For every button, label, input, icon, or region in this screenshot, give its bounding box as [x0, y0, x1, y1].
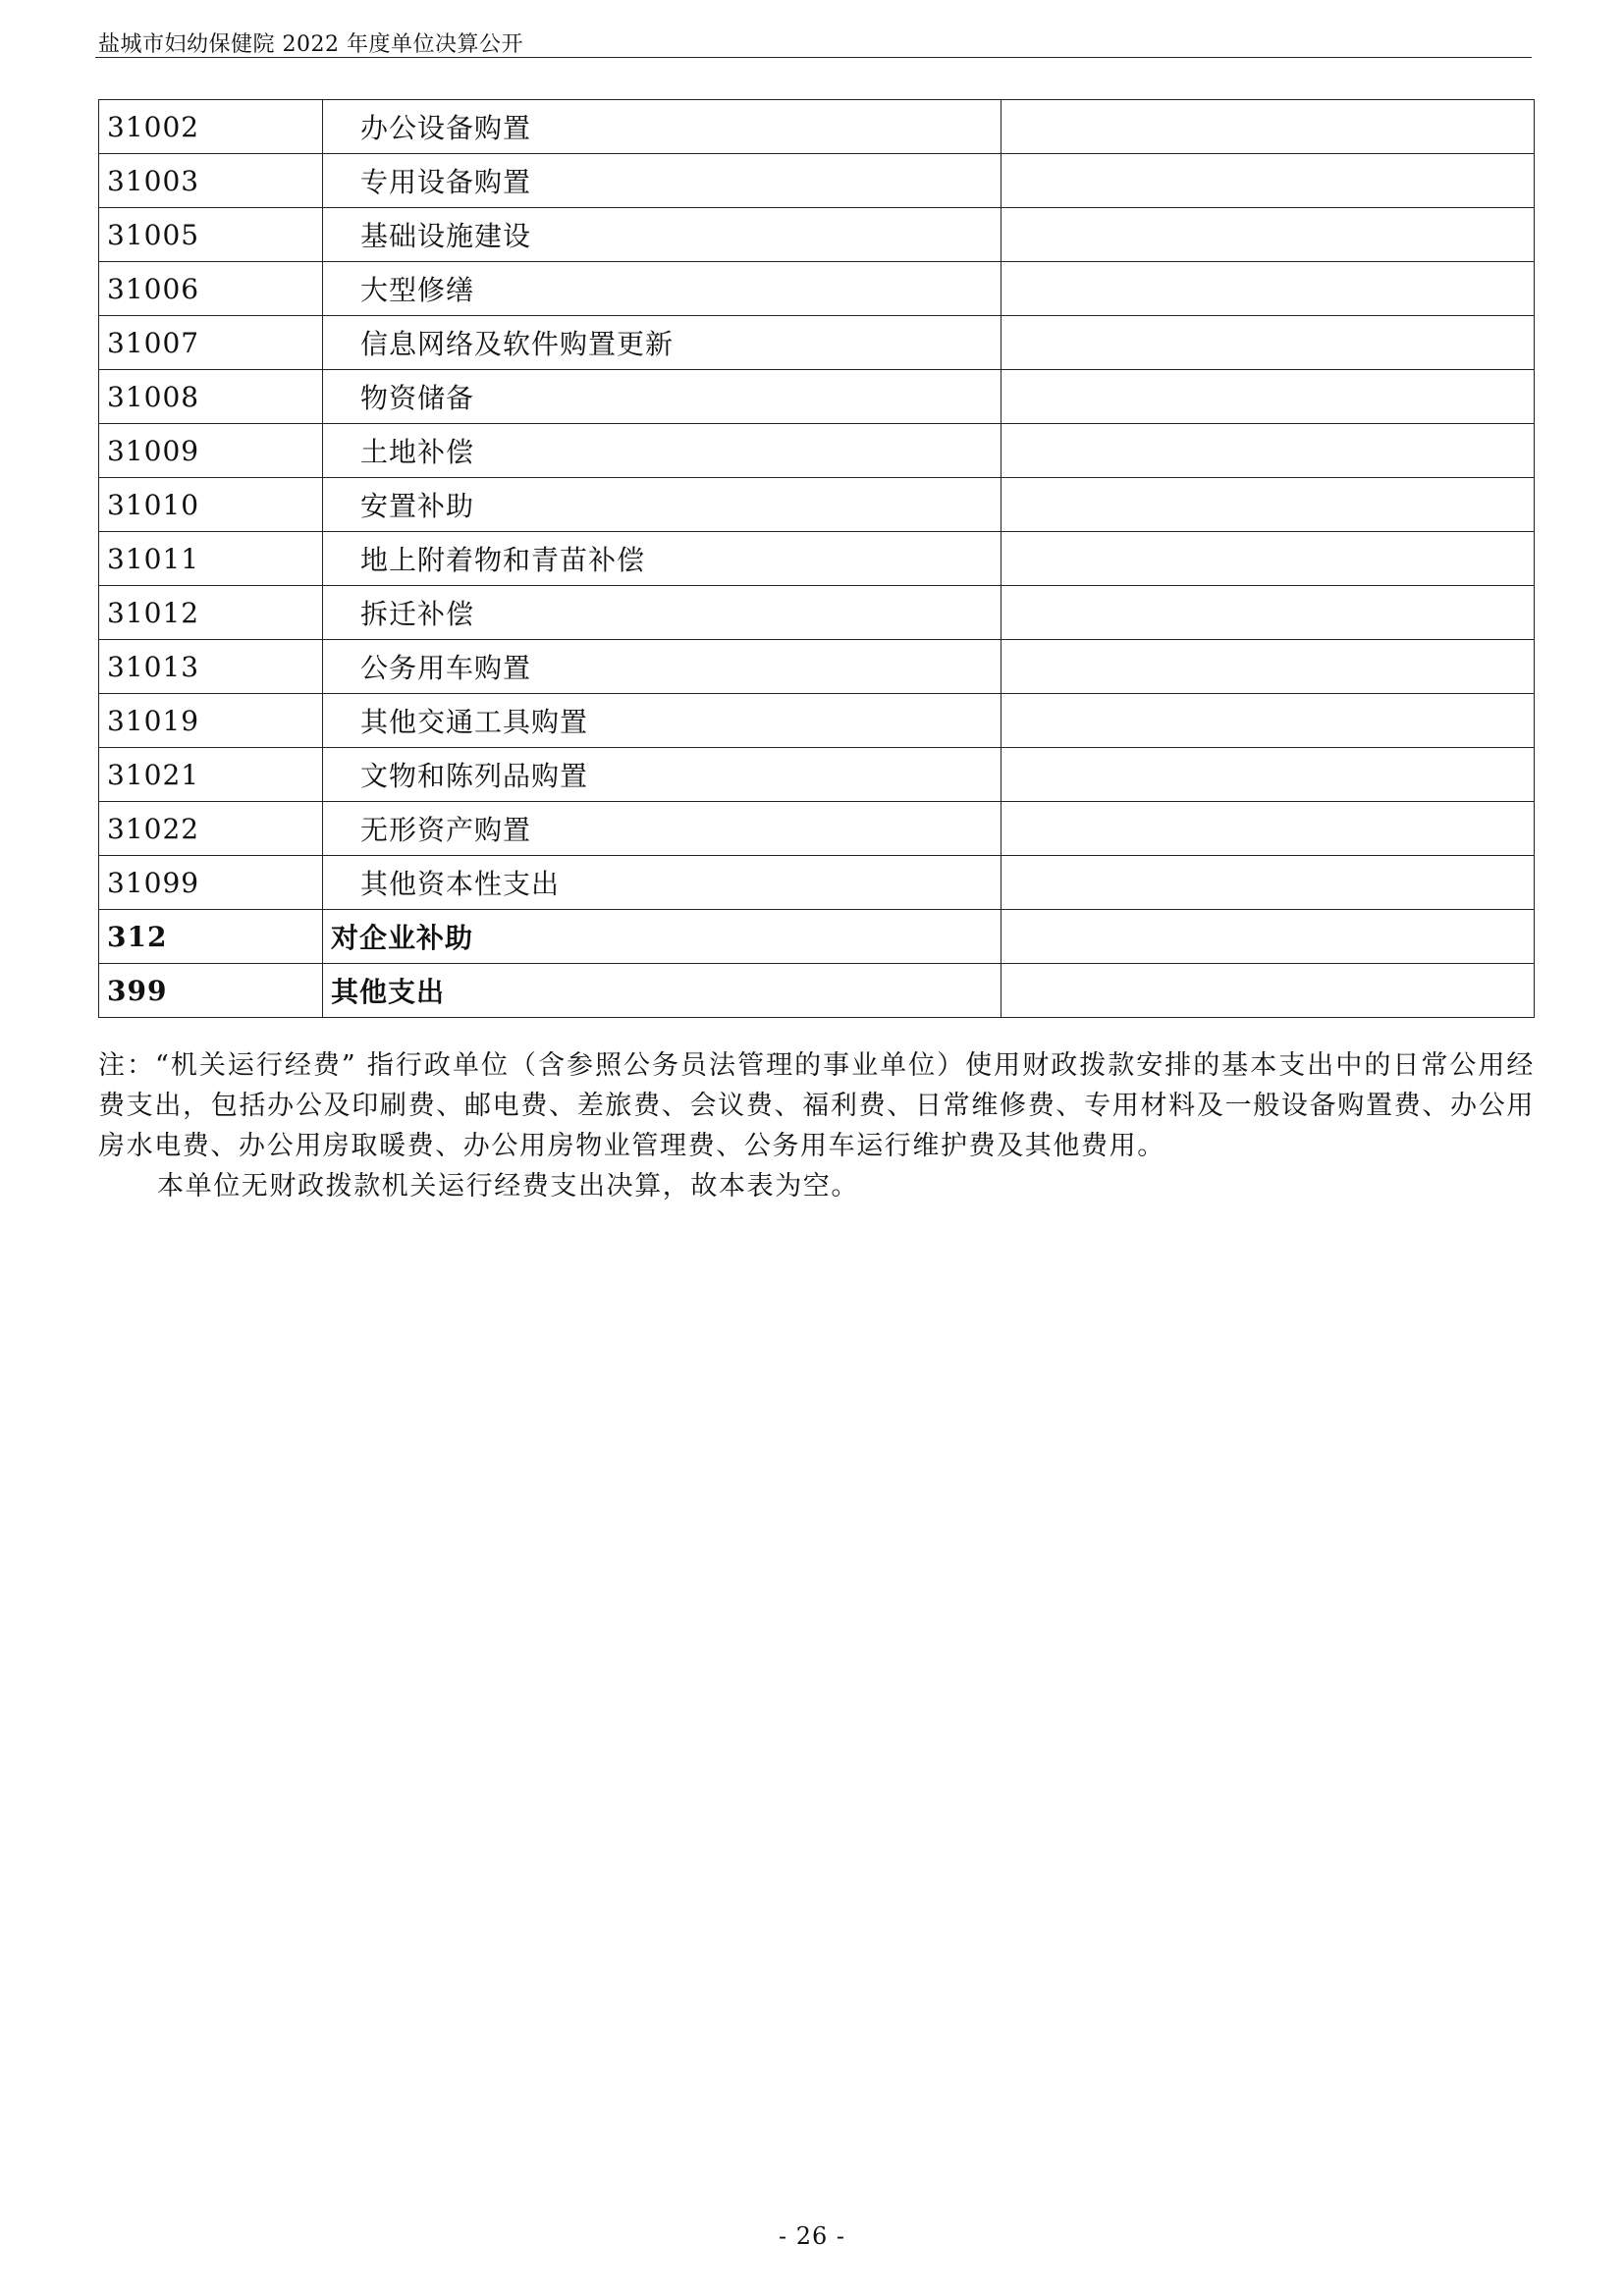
economic-code-cell: 31022 — [99, 802, 323, 856]
item-name-text: 其他交通工具购置 — [360, 706, 589, 738]
note-definition: 注：“机关运行经费” 指行政单位（含参照公务员法管理的事业单位）使用财政拨款安排的基本支出中的日常公用经费支出，包括办公及印刷费、邮电费、差旅费、会议费、福利费、日常维修费、专用材料及一般设备购置费、办公用房水电费、办公用房取暖费、办公用房物业管理费、公务用车运行维护费及其他费用。 — [98, 1050, 1535, 1161]
table-row — [99, 262, 1535, 316]
item-name-text: 其他资本性支出 — [360, 868, 561, 900]
item-name-text: 安置补助 — [360, 490, 475, 522]
amount-cell — [1001, 586, 1535, 640]
economic-code-cell: 31019 — [99, 694, 323, 748]
item-name-cell — [323, 910, 1001, 964]
note-section — [98, 1045, 1535, 1206]
item-name-cell — [323, 316, 1001, 370]
amount-cell — [1001, 856, 1535, 910]
item-name-text: 基础设施建设 — [360, 220, 532, 252]
item-name-cell — [323, 640, 1001, 694]
economic-code-cell: 31011 — [99, 532, 323, 586]
economic-code-cell: 31010 — [99, 478, 323, 532]
amount-cell — [1001, 910, 1535, 964]
item-name-text: 土地补偿 — [360, 436, 475, 468]
table-row — [99, 100, 1535, 154]
item-name-cell — [323, 100, 1001, 154]
amount-cell — [1001, 478, 1535, 532]
economic-code-cell: 31021 — [99, 748, 323, 802]
item-name-text: 对企业补助 — [331, 922, 474, 954]
item-name-cell — [323, 586, 1001, 640]
economic-code-cell: 31013 — [99, 640, 323, 694]
economic-code-cell: 312 — [99, 910, 323, 964]
table-row — [99, 424, 1535, 478]
table-row — [99, 910, 1535, 964]
table-row — [99, 586, 1535, 640]
amount-cell — [1001, 208, 1535, 262]
note-empty-statement: 本单位无财政拨款机关运行经费支出决算，故本表为空。 — [157, 1171, 859, 1201]
amount-cell — [1001, 154, 1535, 208]
item-name-text: 拆迁补偿 — [360, 598, 475, 630]
item-name-text: 无形资产购置 — [360, 814, 532, 846]
economic-code-cell: 399 — [99, 964, 323, 1018]
item-name-text: 地上附着物和青苗补偿 — [360, 544, 646, 576]
item-name-cell — [323, 802, 1001, 856]
table-row — [99, 694, 1535, 748]
item-name-cell — [323, 748, 1001, 802]
amount-cell — [1001, 964, 1535, 1018]
amount-cell — [1001, 370, 1535, 424]
economic-code-cell: 31008 — [99, 370, 323, 424]
item-name-text: 信息网络及软件购置更新 — [360, 328, 675, 360]
amount-cell — [1001, 532, 1535, 586]
item-name-text: 其他支出 — [331, 976, 446, 1008]
item-name-cell — [323, 856, 1001, 910]
economic-code-cell: 31012 — [99, 586, 323, 640]
item-name-text: 物资储备 — [360, 382, 475, 414]
item-name-text: 公务用车购置 — [360, 652, 532, 684]
table-row — [99, 964, 1535, 1018]
amount-cell — [1001, 748, 1535, 802]
table-row — [99, 856, 1535, 910]
item-name-cell — [323, 964, 1001, 1018]
expenditure-table — [98, 99, 1535, 1018]
economic-code-cell: 31005 — [99, 208, 323, 262]
item-name-cell — [323, 424, 1001, 478]
running-header: 盐城市妇幼保健院 2022 年度单位决算公开 — [98, 32, 523, 57]
amount-cell — [1001, 802, 1535, 856]
item-name-text: 专用设备购置 — [360, 166, 532, 198]
item-name-cell — [323, 262, 1001, 316]
header-rule — [95, 57, 1532, 58]
item-name-cell — [323, 154, 1001, 208]
table-row — [99, 640, 1535, 694]
economic-code-cell: 31006 — [99, 262, 323, 316]
item-name-cell — [323, 532, 1001, 586]
economic-code-cell: 31002 — [99, 100, 323, 154]
amount-cell — [1001, 262, 1535, 316]
table-row — [99, 802, 1535, 856]
economic-code-cell: 31009 — [99, 424, 323, 478]
page-number: - 26 - — [778, 2222, 845, 2250]
item-name-cell — [323, 478, 1001, 532]
economic-code-cell: 31007 — [99, 316, 323, 370]
amount-cell — [1001, 316, 1535, 370]
table-row — [99, 478, 1535, 532]
table-row — [99, 154, 1535, 208]
amount-cell — [1001, 694, 1535, 748]
table-row — [99, 208, 1535, 262]
table-row — [99, 370, 1535, 424]
item-name-text: 文物和陈列品购置 — [360, 760, 589, 792]
economic-code-cell: 31003 — [99, 154, 323, 208]
table-row — [99, 532, 1535, 586]
item-name-cell — [323, 370, 1001, 424]
amount-cell — [1001, 640, 1535, 694]
item-name-cell — [323, 694, 1001, 748]
item-name-cell — [323, 208, 1001, 262]
economic-code-cell: 31099 — [99, 856, 323, 910]
item-name-text: 办公设备购置 — [360, 112, 532, 144]
item-name-text: 大型修缮 — [360, 274, 475, 306]
table-row — [99, 316, 1535, 370]
table-row — [99, 748, 1535, 802]
amount-cell — [1001, 424, 1535, 478]
table-body — [99, 100, 1535, 1018]
amount-cell — [1001, 100, 1535, 154]
